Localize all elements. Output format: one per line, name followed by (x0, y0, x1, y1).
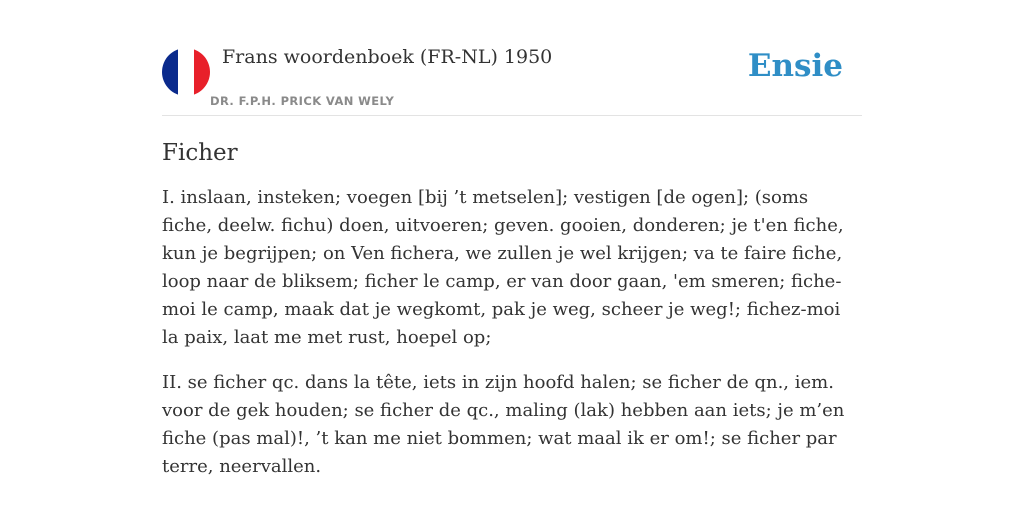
flag-stripe-red (194, 48, 210, 96)
dictionary-title[interactable]: Frans woordenboek (FR-NL) 1950 (222, 46, 553, 68)
dictionary-header (162, 40, 862, 116)
flag-stripe-white (178, 48, 194, 96)
france-flag-icon (162, 48, 210, 96)
ensie-logo[interactable]: Ensie (747, 48, 843, 84)
flag-stripe-blue (162, 48, 178, 96)
entry-definitions (162, 184, 862, 481)
entry-title: Ficher (162, 140, 238, 166)
definition-paragraph-2: II. se ficher qc. dans la tête, iets in zijn hoofd halen; se ficher de qn., iem. voor de gek houden; se ficher de qc., maling (lak) hebben aan iets; je m’en fiche (pas mal)!, ’t kan me niet bommen; wat maal ik er om!; se ficher par terre, neervallen. (162, 372, 845, 477)
dictionary-author: DR. F.P.H. PRICK VAN WELY (210, 94, 395, 108)
definition-paragraph-1: I. inslaan, insteken; voegen [bij ’t metselen]; vestigen [de ogen]; (soms fiche, deelw. fichu) doen, uitvoeren; geven. gooien, donderen; je t'en fiche, kun je begrijpen; on Ven fichera, we zullen je wel krijgen; va te faire fiche, loop naar de bliksem; ficher le camp, er van door gaan, 'em smeren; fiche-moi le camp, maak dat je wegkomt, pak je weg, scheer je weg!; fichez-moi la paix, laat me met rust, hoepel op; (162, 187, 844, 348)
dictionary-card (162, 40, 862, 498)
